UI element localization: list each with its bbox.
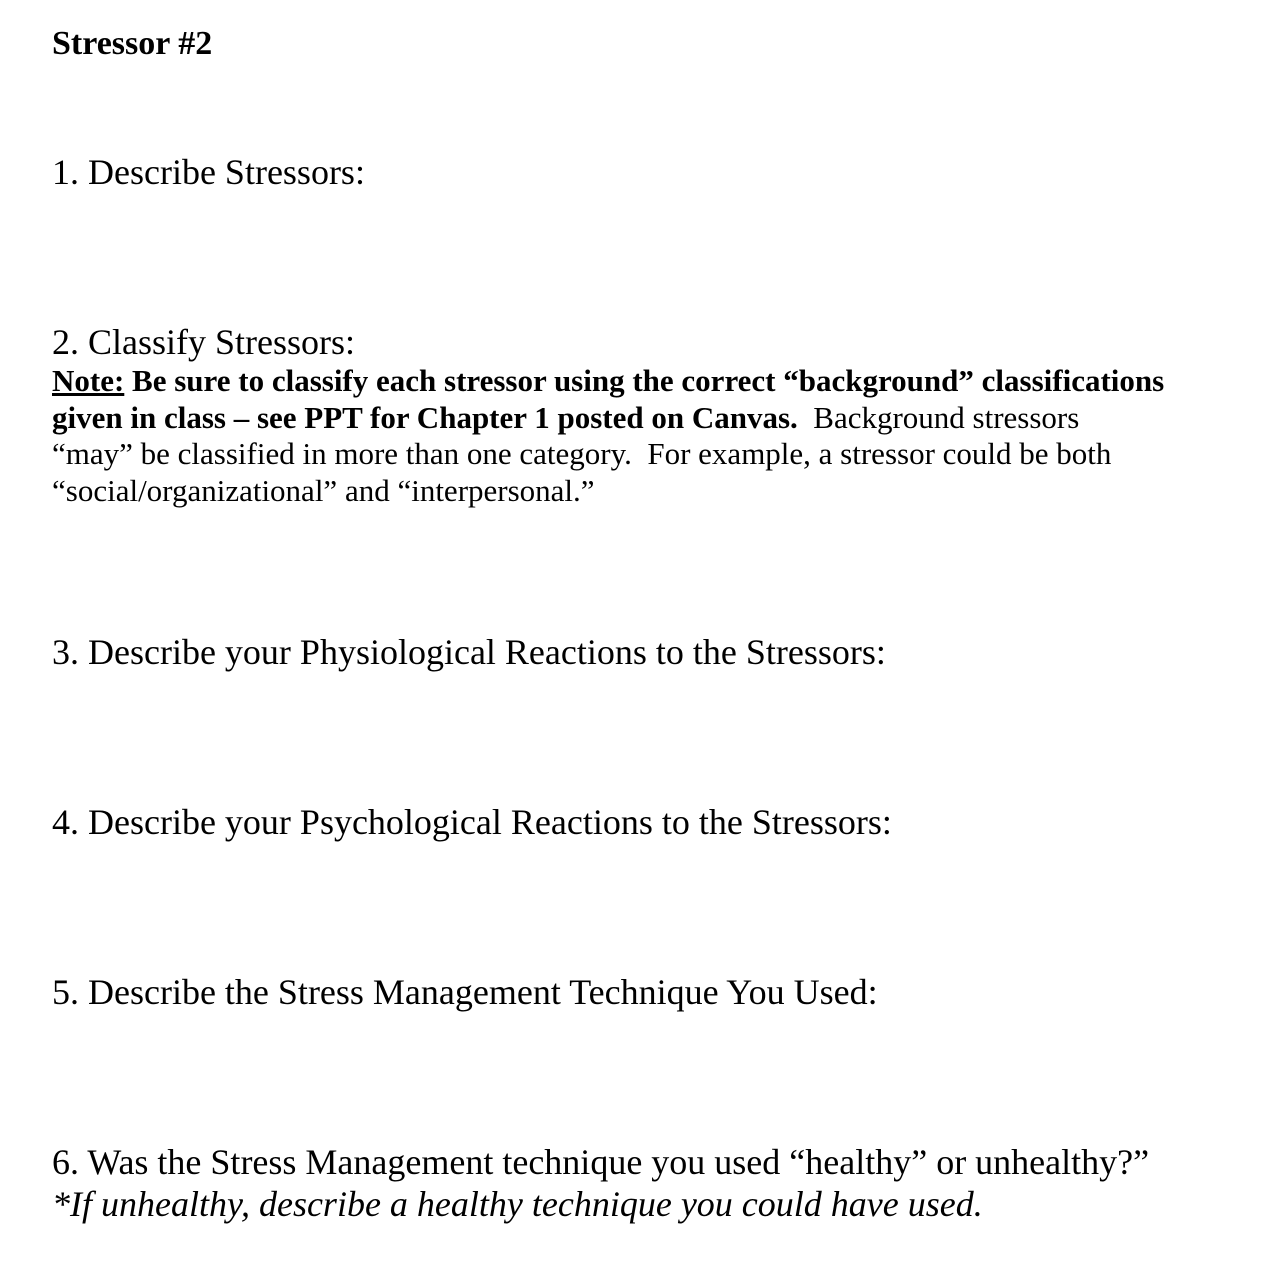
document-title: Stressor #2 <box>52 25 213 62</box>
question-1: 1. Describe Stressors: <box>52 152 365 192</box>
note-bold-text-2: given in class – see PPT for Chapter 1 posted on Canvas. <box>52 399 798 435</box>
note-line-4: “social/organizational” and “interpersonal.” <box>52 472 595 508</box>
question-5: 5. Describe the Stress Management Technique You Used: <box>52 972 878 1012</box>
question-2: 2. Classify Stressors: <box>52 322 356 362</box>
note-line-1 <box>52 363 1252 400</box>
question-6: 6. Was the Stress Management technique you used “healthy” or unhealthy?” <box>52 1142 1150 1182</box>
classification-note <box>52 363 1252 509</box>
question-4: 4. Describe your Psychological Reactions to the Stressors: <box>52 802 892 842</box>
note-line-3: “may” be classified in more than one category. For example, a stressor could be both <box>52 436 1112 471</box>
note-plain-text-2: Background stressors <box>797 399 1080 435</box>
question-6-instruction: *If unhealthy, describe a healthy technique you could have used. <box>52 1184 983 1224</box>
note-line-2 <box>52 400 1252 437</box>
question-3: 3. Describe your Physiological Reactions to the Stressors: <box>52 632 886 672</box>
note-bold-text-1: Be sure to classify each stressor using the correct “background” classifications <box>124 363 1165 398</box>
note-label: Note: <box>52 363 125 398</box>
